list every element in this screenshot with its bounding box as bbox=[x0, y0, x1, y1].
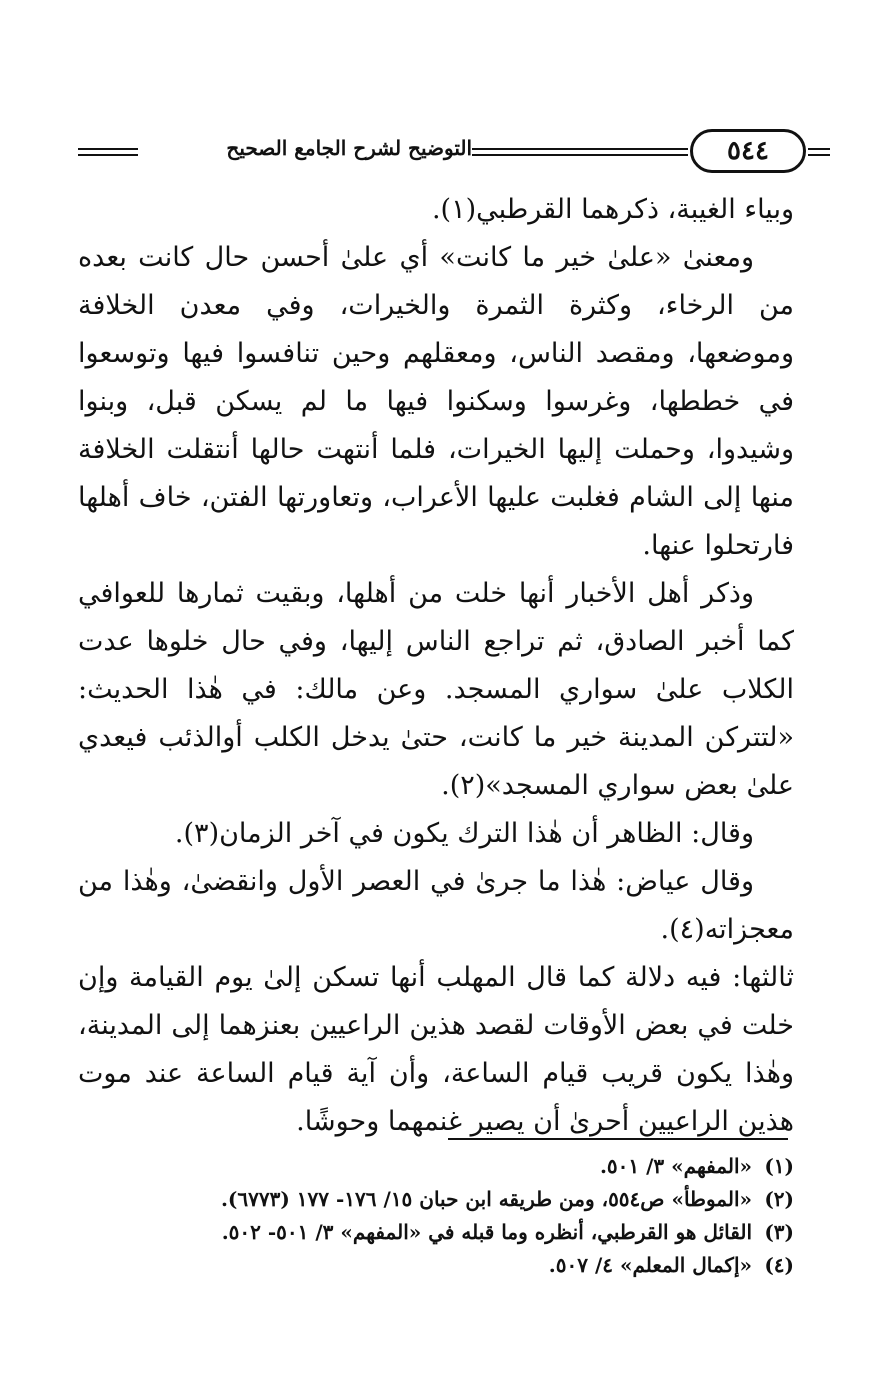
footnote bbox=[78, 1216, 794, 1249]
running-title: التوضيح لشرح الجامع الصحيح bbox=[226, 136, 472, 160]
page-number: ٥٤٤ bbox=[690, 129, 806, 173]
header-rule-right bbox=[808, 148, 830, 150]
paragraph: ومعنىٰ «علىٰ خير ما كانت» أي علىٰ أحسن حال كانت بعده من الرخاء، وكثرة الثمرة والخيرات، وفي معدن الخلافة وموضعها، ومقصد الناس، ومعقلهم وحين تنافسوا فيها وتوسعوا في خططها، وغرسوا وسكنوا فيها ما لم يسكن قبل، وبنوا وشيدوا، وحملت إليها الخيرات، فلما أنتهت حالها أنتقلت الخلافة منها إلى الشام فغلبت عليها الأعراب، وتعاورتها الفتن، خاف أهلها فارتحلوا عنها. bbox=[78, 242, 794, 561]
paragraph: وبياء الغيبة، ذكرهما القرطبي(١). bbox=[431, 194, 794, 225]
footnote-number: (٣) bbox=[764, 1220, 794, 1244]
footnote-text: «إكمال المعلم» ٤/ ٥٠٧. bbox=[548, 1253, 752, 1277]
footnote-text: «المفهم» ٣/ ٥٠١. bbox=[599, 1154, 752, 1178]
footnote-number: (٤) bbox=[764, 1253, 794, 1277]
header-rule-left-2 bbox=[78, 154, 138, 156]
footnote-number: (٢) bbox=[764, 1187, 794, 1211]
footnote bbox=[78, 1150, 794, 1183]
paragraph: وقال عياض: هٰذا ما جرىٰ في العصر الأول وانقضىٰ، وهٰذا من معجزاته(٤). bbox=[78, 866, 794, 945]
paragraph: وذكر أهل الأخبار أنها خلت من أهلها، وبقيت ثمارها للعوافي كما أخبر الصادق، ثم تراجع الناس إليها، وفي حال خلوها عدت الكلاب علىٰ سواري المسجد. وعن مالك: في هٰذا الحديث: «لتتركن المدينة خير ما كانت، حتىٰ يدخل الكلب أوالذئب فيعدي علىٰ بعض سواري المسجد»(٢). bbox=[78, 578, 794, 801]
footnotes bbox=[78, 1150, 794, 1282]
page-header bbox=[70, 128, 800, 180]
main-text bbox=[78, 186, 794, 1146]
footnote-number: (١) bbox=[764, 1154, 794, 1178]
header-rule-left bbox=[78, 148, 138, 150]
header-rule-middle bbox=[472, 148, 688, 150]
footnote bbox=[78, 1183, 794, 1216]
header-rule-right-2 bbox=[808, 154, 830, 156]
footnote-separator bbox=[448, 1138, 788, 1140]
footnote-text: القائل هو القرطبي، أنظره وما قبله في «المفهم» ٣/ ٥٠١- ٥٠٢. bbox=[221, 1220, 752, 1244]
footnote bbox=[78, 1249, 794, 1282]
paragraph: ثالثها: فيه دلالة كما قال المهلب أنها تسكن إلىٰ يوم القيامة وإن خلت في بعض الأوقات لقصد هذين الراعيين بعنزهما إلى المدينة، وهٰذا يكون قريب قيام الساعة، وأن آية قيام الساعة عند موت هذين الراعيين أحرىٰ أن يصير غنمهما وحوشًا. bbox=[78, 962, 794, 1137]
footnote-text: «الموطأ» ص٥٥٤، ومن طريقه ابن حبان ١٥/ ١٧٦- ١٧٧ (٦٧٧٣). bbox=[220, 1187, 752, 1211]
header-rule-middle-2 bbox=[472, 154, 688, 156]
paragraph: وقال: الظاهر أن هٰذا الترك يكون في آخر الزمان(٣). bbox=[174, 818, 754, 849]
